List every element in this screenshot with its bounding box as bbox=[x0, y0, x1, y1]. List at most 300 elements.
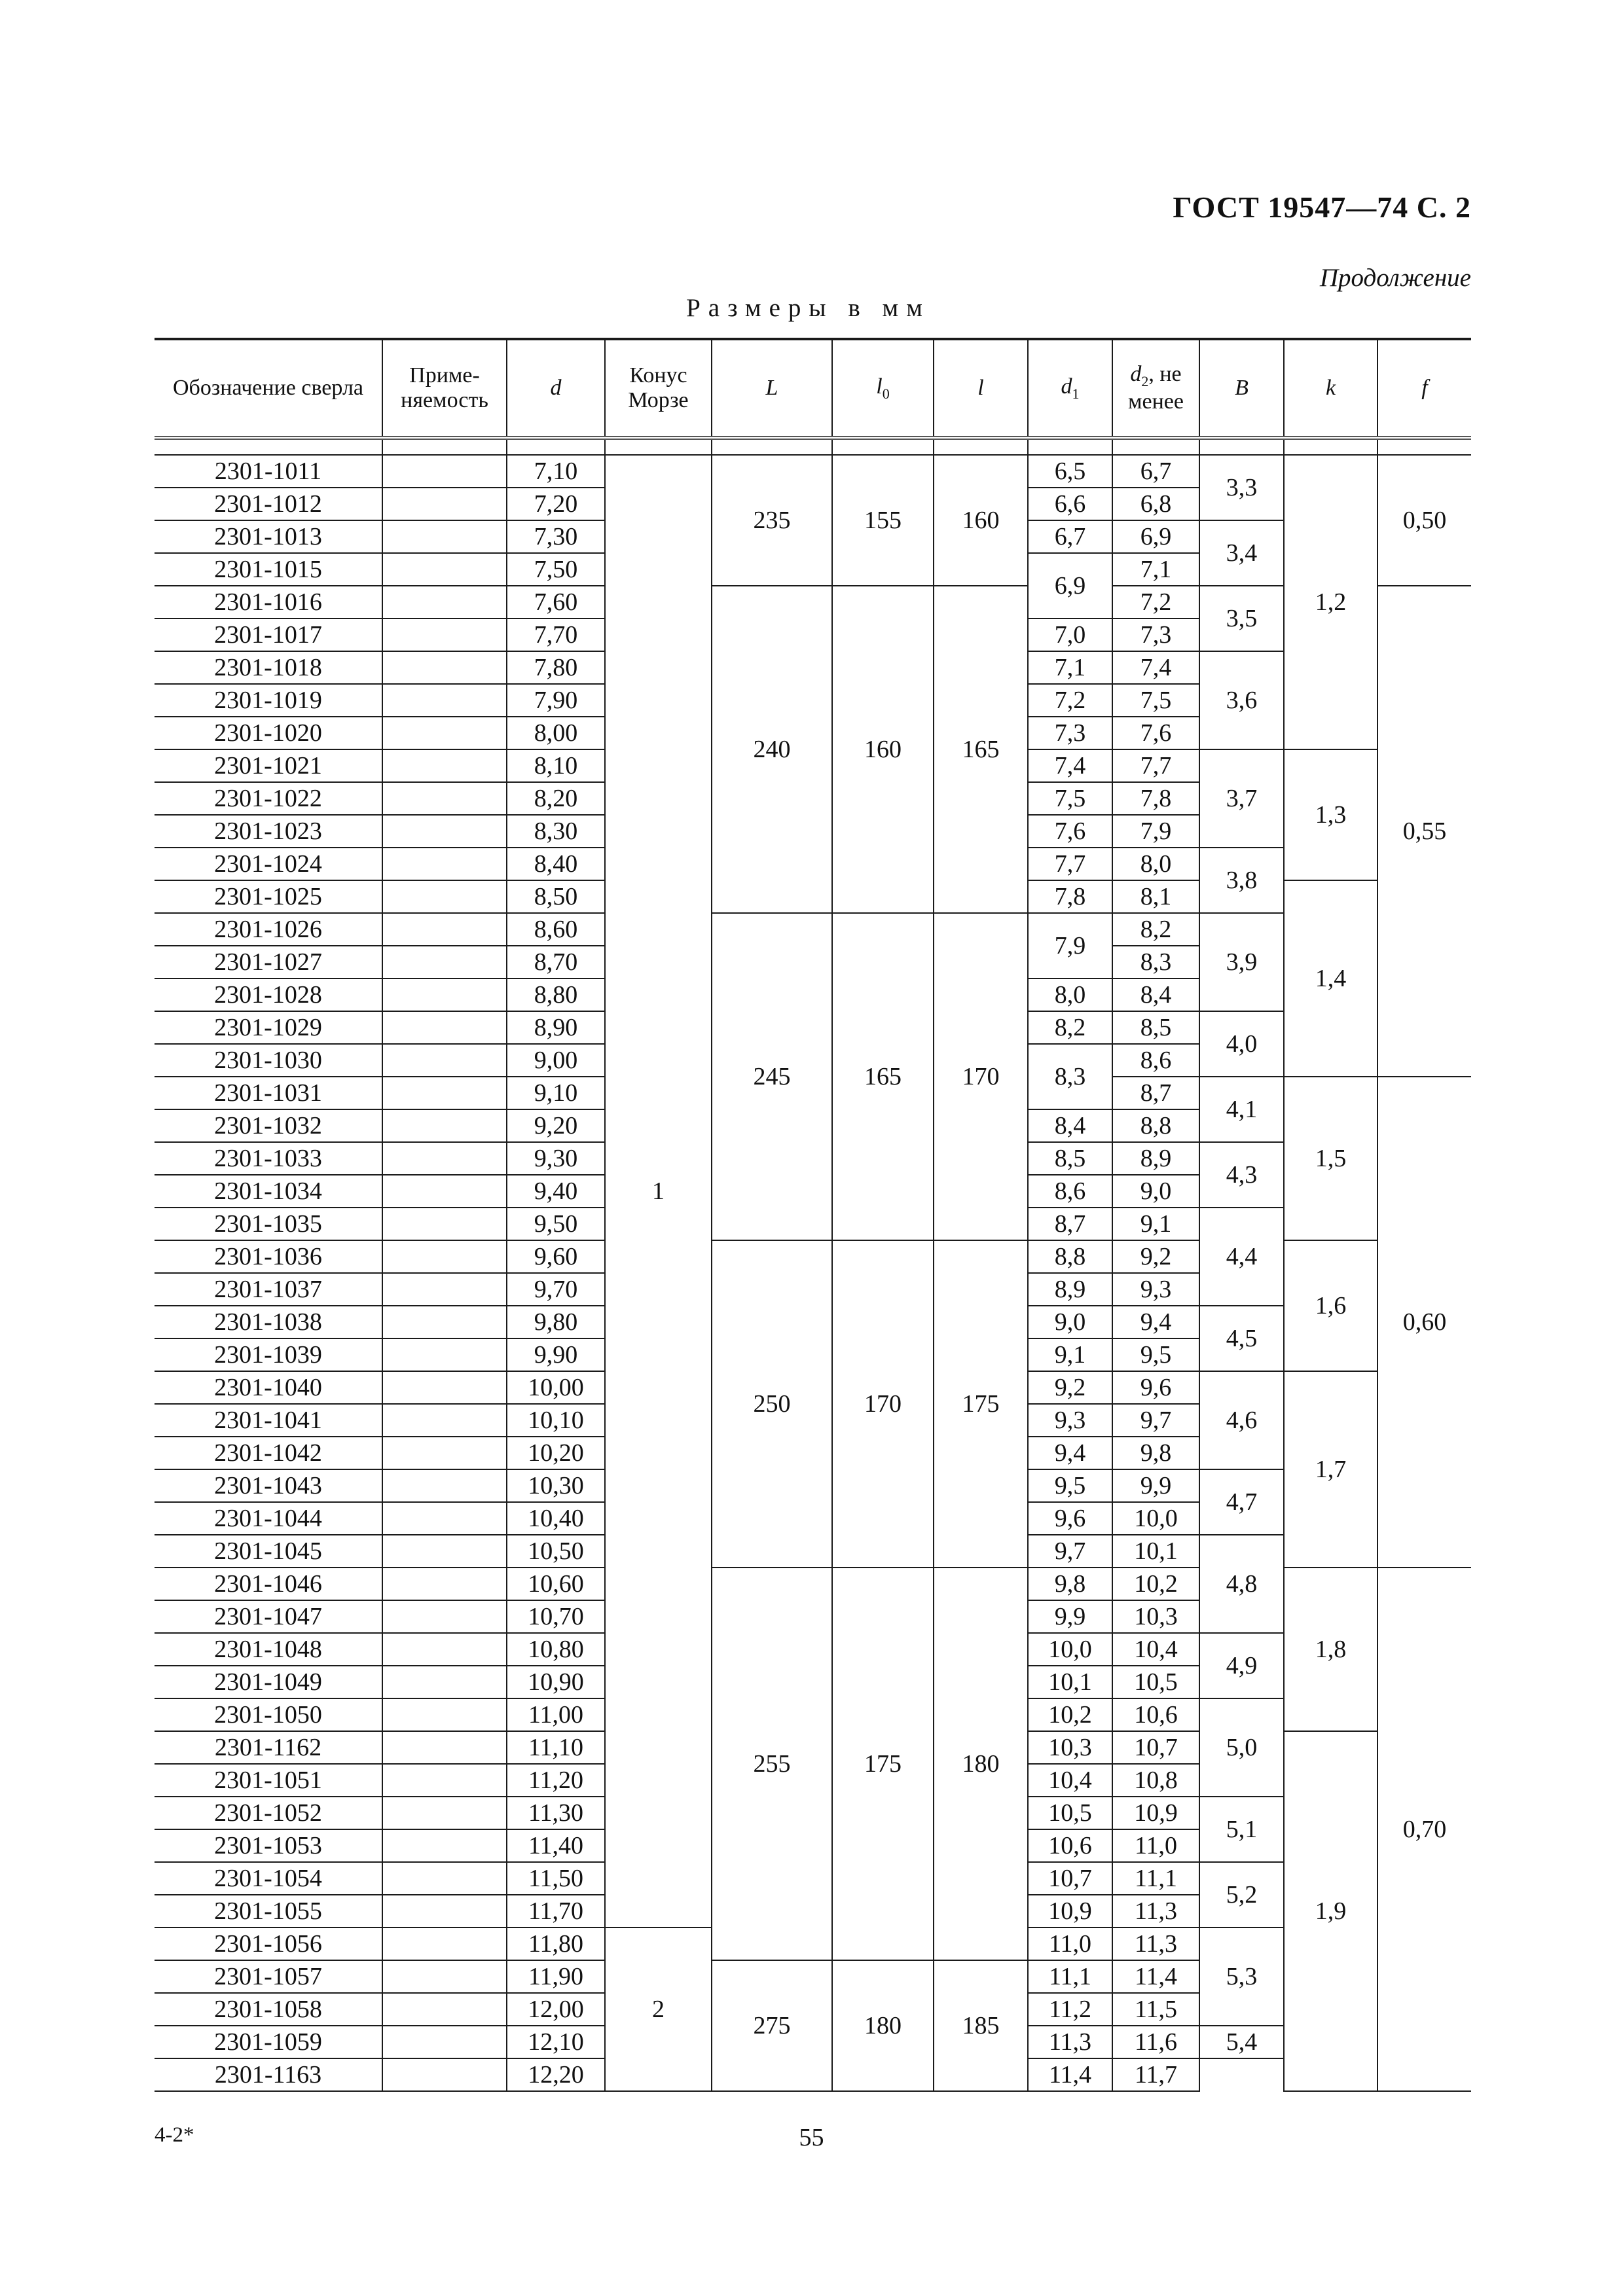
col-header-d1 bbox=[1028, 339, 1112, 438]
cell-d1: 8,0 bbox=[1028, 978, 1112, 1011]
cell-d: 9,90 bbox=[507, 1338, 605, 1371]
cell-d1: 7,8 bbox=[1028, 880, 1112, 913]
cell-f: 0,70 bbox=[1377, 1568, 1471, 2091]
cell-d2: 10,2 bbox=[1112, 1568, 1199, 1600]
cell-B: 4,3 bbox=[1199, 1142, 1284, 1208]
cell-l: 185 bbox=[934, 1960, 1028, 2091]
cell-d2: 9,6 bbox=[1112, 1371, 1199, 1404]
cell-d1: 8,2 bbox=[1028, 1011, 1112, 1044]
col-header-d2-sub: 2 bbox=[1141, 372, 1149, 389]
cell-d1: 7,7 bbox=[1028, 848, 1112, 880]
cell-d2: 7,2 bbox=[1112, 586, 1199, 619]
cell-d: 7,70 bbox=[507, 619, 605, 651]
cell-designation: 2301-1032 bbox=[155, 1109, 382, 1142]
cell-d: 8,50 bbox=[507, 880, 605, 913]
cell-L: 250 bbox=[712, 1240, 832, 1568]
cell-d: 11,20 bbox=[507, 1764, 605, 1797]
cell-d: 11,80 bbox=[507, 1928, 605, 1960]
table-body bbox=[155, 455, 1471, 2091]
table-row bbox=[155, 913, 1471, 946]
cell-d: 7,60 bbox=[507, 586, 605, 619]
cell-d: 10,70 bbox=[507, 1600, 605, 1633]
cell-l0: 175 bbox=[832, 1568, 934, 1960]
cell-designation: 2301-1050 bbox=[155, 1698, 382, 1731]
cell-d: 7,50 bbox=[507, 553, 605, 586]
col-header-l0-label: l bbox=[876, 374, 883, 399]
cell-applicability bbox=[382, 1600, 507, 1633]
cell-designation: 2301-1047 bbox=[155, 1600, 382, 1633]
cell-B: 5,0 bbox=[1199, 1698, 1284, 1797]
cell-B: 3,3 bbox=[1199, 455, 1284, 520]
cell-d2: 7,9 bbox=[1112, 815, 1199, 848]
cell-d1: 10,4 bbox=[1028, 1764, 1112, 1797]
cell-d1: 10,7 bbox=[1028, 1862, 1112, 1895]
cell-d2: 8,1 bbox=[1112, 880, 1199, 913]
cell-d: 11,90 bbox=[507, 1960, 605, 1993]
cell-d: 12,00 bbox=[507, 1993, 605, 2026]
cell-d2: 9,3 bbox=[1112, 1273, 1199, 1306]
cell-d2: 11,3 bbox=[1112, 1895, 1199, 1928]
cell-designation: 2301-1051 bbox=[155, 1764, 382, 1797]
col-header-f-label: f bbox=[1421, 375, 1428, 400]
cell-d: 10,90 bbox=[507, 1666, 605, 1698]
cell-d2: 10,4 bbox=[1112, 1633, 1199, 1666]
table-row bbox=[155, 586, 1471, 619]
cell-d: 12,10 bbox=[507, 2026, 605, 2058]
cell-k: 1,7 bbox=[1284, 1371, 1377, 1568]
cell-applicability bbox=[382, 1862, 507, 1895]
cell-d1: 10,0 bbox=[1028, 1633, 1112, 1666]
cell-d2: 6,9 bbox=[1112, 520, 1199, 553]
cell-d2: 9,2 bbox=[1112, 1240, 1199, 1273]
cell-B: 5,3 bbox=[1199, 1928, 1284, 2026]
cell-d1: 9,4 bbox=[1028, 1437, 1112, 1469]
cell-applicability bbox=[382, 1993, 507, 2026]
cell-d: 10,00 bbox=[507, 1371, 605, 1404]
cell-d2: 10,9 bbox=[1112, 1797, 1199, 1829]
cell-d1: 7,9 bbox=[1028, 913, 1112, 978]
cell-d1: 8,3 bbox=[1028, 1044, 1112, 1109]
cell-d2: 9,0 bbox=[1112, 1175, 1199, 1208]
cell-d: 9,10 bbox=[507, 1077, 605, 1109]
cell-designation: 2301-1013 bbox=[155, 520, 382, 553]
col-header-morse: Конус Морзе bbox=[605, 339, 712, 438]
cell-d: 9,80 bbox=[507, 1306, 605, 1338]
cell-designation: 2301-1011 bbox=[155, 455, 382, 488]
cell-applicability bbox=[382, 880, 507, 913]
cell-applicability bbox=[382, 1568, 507, 1600]
cell-d2: 10,0 bbox=[1112, 1502, 1199, 1535]
cell-B: 3,8 bbox=[1199, 848, 1284, 913]
col-header-d2 bbox=[1112, 339, 1199, 438]
cell-applicability bbox=[382, 1928, 507, 1960]
cell-designation: 2301-1026 bbox=[155, 913, 382, 946]
cell-d: 9,20 bbox=[507, 1109, 605, 1142]
cell-d1: 7,1 bbox=[1028, 651, 1112, 684]
cell-B: 4,4 bbox=[1199, 1208, 1284, 1306]
cell-d: 8,60 bbox=[507, 913, 605, 946]
cell-applicability bbox=[382, 520, 507, 553]
cell-d: 11,50 bbox=[507, 1862, 605, 1895]
cell-k: 1,9 bbox=[1284, 1731, 1377, 2091]
cell-designation: 2301-1019 bbox=[155, 684, 382, 717]
cell-applicability bbox=[382, 2026, 507, 2058]
cell-designation: 2301-1044 bbox=[155, 1502, 382, 1535]
cell-applicability bbox=[382, 1469, 507, 1502]
cell-d1: 11,1 bbox=[1028, 1960, 1112, 1993]
cell-applicability bbox=[382, 586, 507, 619]
cell-designation: 2301-1057 bbox=[155, 1960, 382, 1993]
cell-designation: 2301-1162 bbox=[155, 1731, 382, 1764]
cell-applicability bbox=[382, 488, 507, 520]
cell-d: 8,90 bbox=[507, 1011, 605, 1044]
cell-B: 3,6 bbox=[1199, 651, 1284, 749]
cell-B: 5,1 bbox=[1199, 1797, 1284, 1862]
col-header-d2-suffix: , не менее bbox=[1128, 361, 1184, 414]
cell-B: 3,4 bbox=[1199, 520, 1284, 586]
cell-designation: 2301-1036 bbox=[155, 1240, 382, 1273]
cell-B: 5,4 bbox=[1199, 2026, 1284, 2058]
cell-d2: 11,7 bbox=[1112, 2058, 1199, 2091]
cell-B: 4,9 bbox=[1199, 1633, 1284, 1698]
cell-applicability bbox=[382, 1208, 507, 1240]
cell-d1: 9,8 bbox=[1028, 1568, 1112, 1600]
cell-applicability bbox=[382, 1502, 507, 1535]
cell-B: 3,5 bbox=[1199, 586, 1284, 651]
cell-applicability bbox=[382, 782, 507, 815]
cell-designation: 2301-1058 bbox=[155, 1993, 382, 2026]
cell-applicability bbox=[382, 848, 507, 880]
cell-designation: 2301-1059 bbox=[155, 2026, 382, 2058]
cell-d1: 6,7 bbox=[1028, 520, 1112, 553]
cell-d: 10,20 bbox=[507, 1437, 605, 1469]
cell-l0: 180 bbox=[832, 1960, 934, 2091]
cell-designation: 2301-1020 bbox=[155, 717, 382, 749]
cell-d: 10,40 bbox=[507, 1502, 605, 1535]
cell-designation: 2301-1030 bbox=[155, 1044, 382, 1077]
cell-d1: 9,5 bbox=[1028, 1469, 1112, 1502]
cell-d2: 7,1 bbox=[1112, 553, 1199, 586]
cell-designation: 2301-1054 bbox=[155, 1862, 382, 1895]
cell-B: 5,2 bbox=[1199, 1862, 1284, 1928]
cell-d: 9,50 bbox=[507, 1208, 605, 1240]
cell-d: 10,60 bbox=[507, 1568, 605, 1600]
cell-l: 175 bbox=[934, 1240, 1028, 1568]
cell-d1: 10,6 bbox=[1028, 1829, 1112, 1862]
cell-designation: 2301-1045 bbox=[155, 1535, 382, 1568]
col-header-designation: Обозначение сверла bbox=[155, 339, 382, 438]
cell-d1: 9,6 bbox=[1028, 1502, 1112, 1535]
col-header-l-label: l bbox=[977, 375, 984, 400]
cell-L: 255 bbox=[712, 1568, 832, 1960]
cell-designation: 2301-1018 bbox=[155, 651, 382, 684]
cell-d2: 10,5 bbox=[1112, 1666, 1199, 1698]
cell-d: 11,70 bbox=[507, 1895, 605, 1928]
cell-d: 11,30 bbox=[507, 1797, 605, 1829]
col-header-B-label: B bbox=[1235, 375, 1249, 400]
cell-f: 0,55 bbox=[1377, 586, 1471, 1077]
cell-designation: 2301-1012 bbox=[155, 488, 382, 520]
cell-applicability bbox=[382, 1895, 507, 1928]
dimensions-table bbox=[155, 338, 1471, 2092]
cell-d: 7,10 bbox=[507, 455, 605, 488]
cell-d: 12,20 bbox=[507, 2058, 605, 2091]
cell-d: 11,00 bbox=[507, 1698, 605, 1731]
cell-d1: 9,3 bbox=[1028, 1404, 1112, 1437]
cell-d2: 9,9 bbox=[1112, 1469, 1199, 1502]
col-header-d-label: d bbox=[550, 375, 562, 400]
cell-k: 1,5 bbox=[1284, 1077, 1377, 1240]
cell-l0: 165 bbox=[832, 913, 934, 1240]
cell-morse-taper: 2 bbox=[605, 1928, 712, 2091]
page-number: 55 bbox=[799, 2124, 824, 2151]
cell-d2: 8,5 bbox=[1112, 1011, 1199, 1044]
cell-d2: 7,8 bbox=[1112, 782, 1199, 815]
cell-k: 1,4 bbox=[1284, 880, 1377, 1077]
cell-B: 4,1 bbox=[1199, 1077, 1284, 1142]
cell-designation: 2301-1055 bbox=[155, 1895, 382, 1928]
cell-d1: 7,4 bbox=[1028, 749, 1112, 782]
cell-designation: 2301-1041 bbox=[155, 1404, 382, 1437]
col-header-d1-sub: 1 bbox=[1072, 385, 1080, 402]
cell-B: 3,9 bbox=[1199, 913, 1284, 1011]
cell-L: 245 bbox=[712, 913, 832, 1240]
cell-d: 10,50 bbox=[507, 1535, 605, 1568]
cell-applicability bbox=[382, 1437, 507, 1469]
cell-designation: 2301-1028 bbox=[155, 978, 382, 1011]
cell-applicability bbox=[382, 1666, 507, 1698]
cell-applicability bbox=[382, 1044, 507, 1077]
cell-d1: 11,3 bbox=[1028, 2026, 1112, 2058]
cell-d1: 10,5 bbox=[1028, 1797, 1112, 1829]
cell-d2: 11,6 bbox=[1112, 2026, 1199, 2058]
cell-k: 1,6 bbox=[1284, 1240, 1377, 1371]
cell-d2: 9,5 bbox=[1112, 1338, 1199, 1371]
cell-designation: 2301-1016 bbox=[155, 586, 382, 619]
col-header-L-label: L bbox=[765, 375, 778, 400]
cell-d: 7,30 bbox=[507, 520, 605, 553]
cell-applicability bbox=[382, 815, 507, 848]
cell-k: 1,8 bbox=[1284, 1568, 1377, 1731]
units-caption: Размеры в мм bbox=[686, 294, 930, 322]
cell-d1: 10,2 bbox=[1028, 1698, 1112, 1731]
cell-d2: 10,8 bbox=[1112, 1764, 1199, 1797]
cell-applicability bbox=[382, 978, 507, 1011]
cell-d: 8,70 bbox=[507, 946, 605, 978]
cell-applicability bbox=[382, 946, 507, 978]
cell-d2: 10,1 bbox=[1112, 1535, 1199, 1568]
continuation-label: Продолжение bbox=[1319, 264, 1471, 292]
cell-applicability bbox=[382, 455, 507, 488]
cell-applicability bbox=[382, 1338, 507, 1371]
cell-applicability bbox=[382, 1273, 507, 1306]
cell-l: 180 bbox=[934, 1568, 1028, 1960]
cell-d1: 9,0 bbox=[1028, 1306, 1112, 1338]
cell-d1: 8,5 bbox=[1028, 1142, 1112, 1175]
cell-d: 9,40 bbox=[507, 1175, 605, 1208]
cell-applicability bbox=[382, 1797, 507, 1829]
cell-designation: 2301-1052 bbox=[155, 1797, 382, 1829]
cell-B: 4,7 bbox=[1199, 1469, 1284, 1535]
document-title: ГОСТ 19547—74 С. 2 bbox=[1173, 190, 1471, 224]
cell-d: 7,20 bbox=[507, 488, 605, 520]
cell-d1: 7,6 bbox=[1028, 815, 1112, 848]
cell-morse-taper: 1 bbox=[605, 455, 712, 1928]
cell-l: 160 bbox=[934, 455, 1028, 586]
cell-l0: 155 bbox=[832, 455, 934, 586]
col-header-k bbox=[1284, 339, 1377, 438]
cell-applicability bbox=[382, 2058, 507, 2091]
cell-designation: 2301-1033 bbox=[155, 1142, 382, 1175]
cell-applicability bbox=[382, 1109, 507, 1142]
cell-d2: 8,0 bbox=[1112, 848, 1199, 880]
cell-d2: 8,7 bbox=[1112, 1077, 1199, 1109]
cell-B: 4,8 bbox=[1199, 1535, 1284, 1633]
cell-applicability bbox=[382, 1404, 507, 1437]
cell-d: 10,30 bbox=[507, 1469, 605, 1502]
col-header-k-label: k bbox=[1325, 375, 1336, 400]
cell-d2: 6,8 bbox=[1112, 488, 1199, 520]
table-header-row bbox=[155, 339, 1471, 438]
col-header-f bbox=[1377, 339, 1471, 438]
cell-d: 8,00 bbox=[507, 717, 605, 749]
cell-d1: 8,7 bbox=[1028, 1208, 1112, 1240]
cell-d: 8,20 bbox=[507, 782, 605, 815]
cell-d1: 9,1 bbox=[1028, 1338, 1112, 1371]
col-header-d1-label: d bbox=[1061, 374, 1072, 399]
cell-applicability bbox=[382, 1011, 507, 1044]
cell-designation: 2301-1039 bbox=[155, 1338, 382, 1371]
cell-applicability bbox=[382, 1175, 507, 1208]
cell-d2: 8,3 bbox=[1112, 946, 1199, 978]
col-header-B bbox=[1199, 339, 1284, 438]
cell-designation: 2301-1042 bbox=[155, 1437, 382, 1469]
cell-designation: 2301-1024 bbox=[155, 848, 382, 880]
cell-d1: 11,4 bbox=[1028, 2058, 1112, 2091]
cell-d2: 9,1 bbox=[1112, 1208, 1199, 1240]
cell-d: 9,70 bbox=[507, 1273, 605, 1306]
cell-d: 9,30 bbox=[507, 1142, 605, 1175]
cell-applicability bbox=[382, 1077, 507, 1109]
col-header-applicability: Приме- няемость bbox=[382, 339, 507, 438]
cell-d1: 7,0 bbox=[1028, 619, 1112, 651]
cell-d2: 7,3 bbox=[1112, 619, 1199, 651]
cell-applicability bbox=[382, 913, 507, 946]
cell-d1: 8,4 bbox=[1028, 1109, 1112, 1142]
cell-B: 4,0 bbox=[1199, 1011, 1284, 1077]
cell-d2: 9,8 bbox=[1112, 1437, 1199, 1469]
cell-applicability bbox=[382, 1371, 507, 1404]
cell-d1: 9,7 bbox=[1028, 1535, 1112, 1568]
col-header-l0-sub: 0 bbox=[882, 385, 890, 402]
cell-designation: 2301-1056 bbox=[155, 1928, 382, 1960]
cell-d: 10,10 bbox=[507, 1404, 605, 1437]
cell-d1: 6,6 bbox=[1028, 488, 1112, 520]
col-header-d2-label: d bbox=[1130, 361, 1142, 386]
cell-L: 240 bbox=[712, 586, 832, 913]
cell-d1: 8,9 bbox=[1028, 1273, 1112, 1306]
cell-B: 4,5 bbox=[1199, 1306, 1284, 1371]
cell-L: 235 bbox=[712, 455, 832, 586]
cell-d: 8,10 bbox=[507, 749, 605, 782]
cell-d1: 10,1 bbox=[1028, 1666, 1112, 1698]
cell-designation: 2301-1038 bbox=[155, 1306, 382, 1338]
cell-designation: 2301-1048 bbox=[155, 1633, 382, 1666]
cell-designation: 2301-1025 bbox=[155, 880, 382, 913]
cell-d2: 11,5 bbox=[1112, 1993, 1199, 2026]
cell-d: 10,80 bbox=[507, 1633, 605, 1666]
cell-applicability bbox=[382, 749, 507, 782]
cell-B: 3,7 bbox=[1199, 749, 1284, 848]
cell-applicability bbox=[382, 717, 507, 749]
col-header-L bbox=[712, 339, 832, 438]
cell-applicability bbox=[382, 1535, 507, 1568]
cell-d1: 11,0 bbox=[1028, 1928, 1112, 1960]
cell-applicability bbox=[382, 1142, 507, 1175]
cell-designation: 2301-1023 bbox=[155, 815, 382, 848]
cell-d1: 10,3 bbox=[1028, 1731, 1112, 1764]
cell-d1: 9,9 bbox=[1028, 1600, 1112, 1633]
cell-applicability bbox=[382, 684, 507, 717]
header-spacer-row bbox=[155, 438, 1471, 455]
cell-designation: 2301-1049 bbox=[155, 1666, 382, 1698]
cell-applicability bbox=[382, 651, 507, 684]
cell-designation: 2301-1029 bbox=[155, 1011, 382, 1044]
cell-designation: 2301-1037 bbox=[155, 1273, 382, 1306]
cell-designation: 2301-1021 bbox=[155, 749, 382, 782]
cell-l: 165 bbox=[934, 586, 1028, 913]
cell-applicability bbox=[382, 553, 507, 586]
cell-applicability bbox=[382, 1960, 507, 1993]
cell-d2: 9,4 bbox=[1112, 1306, 1199, 1338]
cell-d: 9,00 bbox=[507, 1044, 605, 1077]
cell-l0: 170 bbox=[832, 1240, 934, 1568]
cell-designation: 2301-1022 bbox=[155, 782, 382, 815]
cell-d2: 8,9 bbox=[1112, 1142, 1199, 1175]
cell-d2: 8,4 bbox=[1112, 978, 1199, 1011]
cell-designation: 2301-1034 bbox=[155, 1175, 382, 1208]
print-signature: 4-2* bbox=[155, 2123, 194, 2147]
cell-f: 0,60 bbox=[1377, 1077, 1471, 1568]
cell-f: 0,50 bbox=[1377, 455, 1471, 586]
cell-k: 1,2 bbox=[1284, 455, 1377, 749]
cell-d2: 11,3 bbox=[1112, 1928, 1199, 1960]
cell-d1: 7,5 bbox=[1028, 782, 1112, 815]
cell-designation: 2301-1040 bbox=[155, 1371, 382, 1404]
cell-applicability bbox=[382, 1240, 507, 1273]
cell-d1: 8,6 bbox=[1028, 1175, 1112, 1208]
cell-d: 8,80 bbox=[507, 978, 605, 1011]
cell-d: 8,40 bbox=[507, 848, 605, 880]
cell-designation: 2301-1053 bbox=[155, 1829, 382, 1862]
cell-designation: 2301-1035 bbox=[155, 1208, 382, 1240]
cell-L: 275 bbox=[712, 1960, 832, 2091]
cell-d1: 6,5 bbox=[1028, 455, 1112, 488]
cell-designation: 2301-1163 bbox=[155, 2058, 382, 2091]
cell-d1: 9,2 bbox=[1028, 1371, 1112, 1404]
cell-designation: 2301-1046 bbox=[155, 1568, 382, 1600]
cell-d: 9,60 bbox=[507, 1240, 605, 1273]
cell-d: 7,90 bbox=[507, 684, 605, 717]
cell-applicability bbox=[382, 1731, 507, 1764]
cell-d2: 10,3 bbox=[1112, 1600, 1199, 1633]
cell-d2: 10,7 bbox=[1112, 1731, 1199, 1764]
cell-l: 170 bbox=[934, 913, 1028, 1240]
col-header-d bbox=[507, 339, 605, 438]
cell-d2: 6,7 bbox=[1112, 455, 1199, 488]
cell-applicability bbox=[382, 1764, 507, 1797]
cell-d1: 10,9 bbox=[1028, 1895, 1112, 1928]
